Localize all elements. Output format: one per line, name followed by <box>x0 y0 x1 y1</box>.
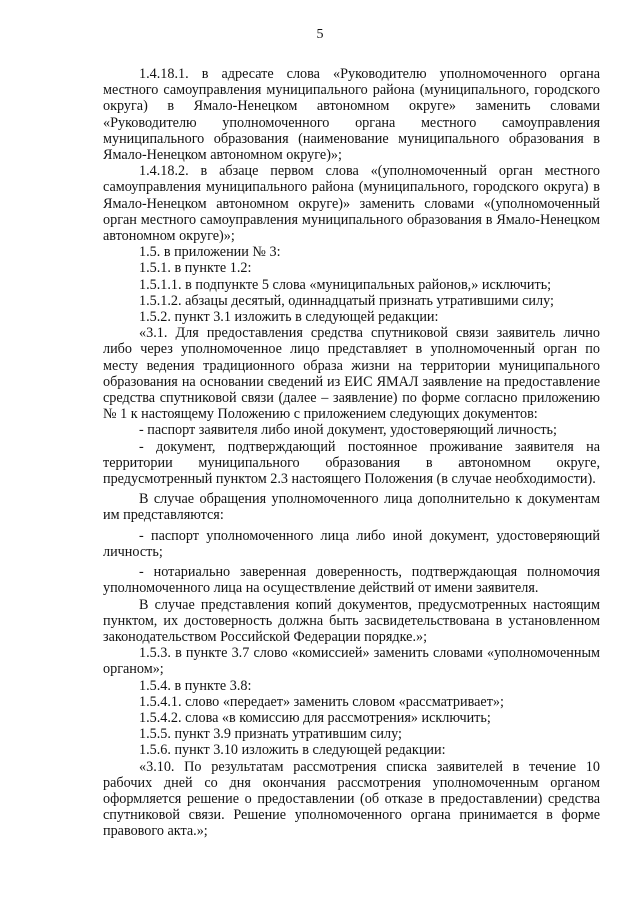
paragraph: 1.5.6. пункт 3.10 изложить в следующей редакции: <box>139 742 446 759</box>
list-item: - паспорт заявителя либо иной документ, удостоверяющий личность; <box>139 422 557 439</box>
paragraph: 1.5.4.2. слова «в комиссию для рассмотрения» исключить; <box>139 709 491 726</box>
paragraph: 1.5.5. пункт 3.9 признать утратившим силу; <box>139 726 402 743</box>
page-number: 5 <box>316 27 324 42</box>
paragraph: В случае обращения уполномоченного лица дополнительно к документам им представляются: <box>103 491 600 524</box>
paragraph: 1.5.1.1. в подпункте 5 слова «муниципальных районов,» исключить; <box>139 276 552 293</box>
list-item: - документ, подтверждающий постоянное проживание заявителя на территории муниципального образования в автономном округе, предусмотренный пунктом 2.3 настоящего Положения (в случае необходимости). <box>103 438 600 488</box>
paragraph: 1.5.4.1. слово «передает» заменить словом «рассматривает»; <box>139 693 504 710</box>
paragraph: 1.4.18.2. в абзаце первом слова «(уполномоченный орган местного самоуправления муниципального района (муниципального, городского округа) в Ямало-Ненецком автономном округе)» заменить словами «(уполномоченный орган местного самоуправления муниципального образования в Ямало-Ненецком автономном округе)»; <box>103 163 600 245</box>
paragraph: 1.5.1. в пункте 1.2: <box>139 260 252 277</box>
paragraph: «3.10. По результатам рассмотрения списка заявителей в течение 10 рабочих дней со дня окончания рассмотрения уполномоченным органом оформляется решение о предоставлении (об отказе в предоставлении) средства спутниковой связи. Решение уполномоченного органа принимается в форме правового акта.»; <box>103 758 600 840</box>
paragraph: 1.5.3. в пункте 3.7 слово «комиссией» заменить словами «уполномоченным органом»; <box>103 645 600 678</box>
list-item: - паспорт уполномоченного лица либо иной документ, удостоверяющий личность; <box>103 527 600 560</box>
paragraph: 1.4.18.1. в адресате слова «Руководителю уполномоченного органа местного самоуправления муниципального района (муниципального, городского округа) в Ямало-Ненецком автономном округе» заменить словами «Руководителю уполномоченного органа местного самоуправления муниципального образования (наименование муниципального образования в Ямало-Ненецком автономном округе)»; <box>103 66 600 164</box>
paragraph: 1.5. в приложении № 3: <box>139 244 281 261</box>
paragraph: В случае представления копий документов, предусмотренных настоящим пунктом, их достоверность должна быть засвидетельствована в установленном законодательством Российской Федерации порядке.»; <box>103 596 600 645</box>
paragraph: 1.5.1.2. абзацы десятый, одиннадцатый признать утратившими силу; <box>139 292 554 309</box>
document-body <box>103 66 600 840</box>
paragraph: 1.5.4. в пункте 3.8: <box>139 677 252 694</box>
paragraph: «3.1. Для предоставления средства спутниковой связи заявитель лично либо через уполномоченное лицо представляет в уполномоченный орган по месту ведения традиционного образа жизни на территории муниципального образования на основании сведений из ЕИС ЯМАЛ заявление на предоставление средства спутниковой связи (далее – заявление) по форме согласно приложению № 1 к настоящему Положению с приложением следующих документов: <box>103 325 600 423</box>
paragraph: 1.5.2. пункт 3.1 изложить в следующей редакции: <box>139 309 439 326</box>
list-item: - нотариально заверенная доверенность, подтверждающая полномочия уполномоченного лица на осуществление действий от имени заявителя. <box>103 564 600 597</box>
